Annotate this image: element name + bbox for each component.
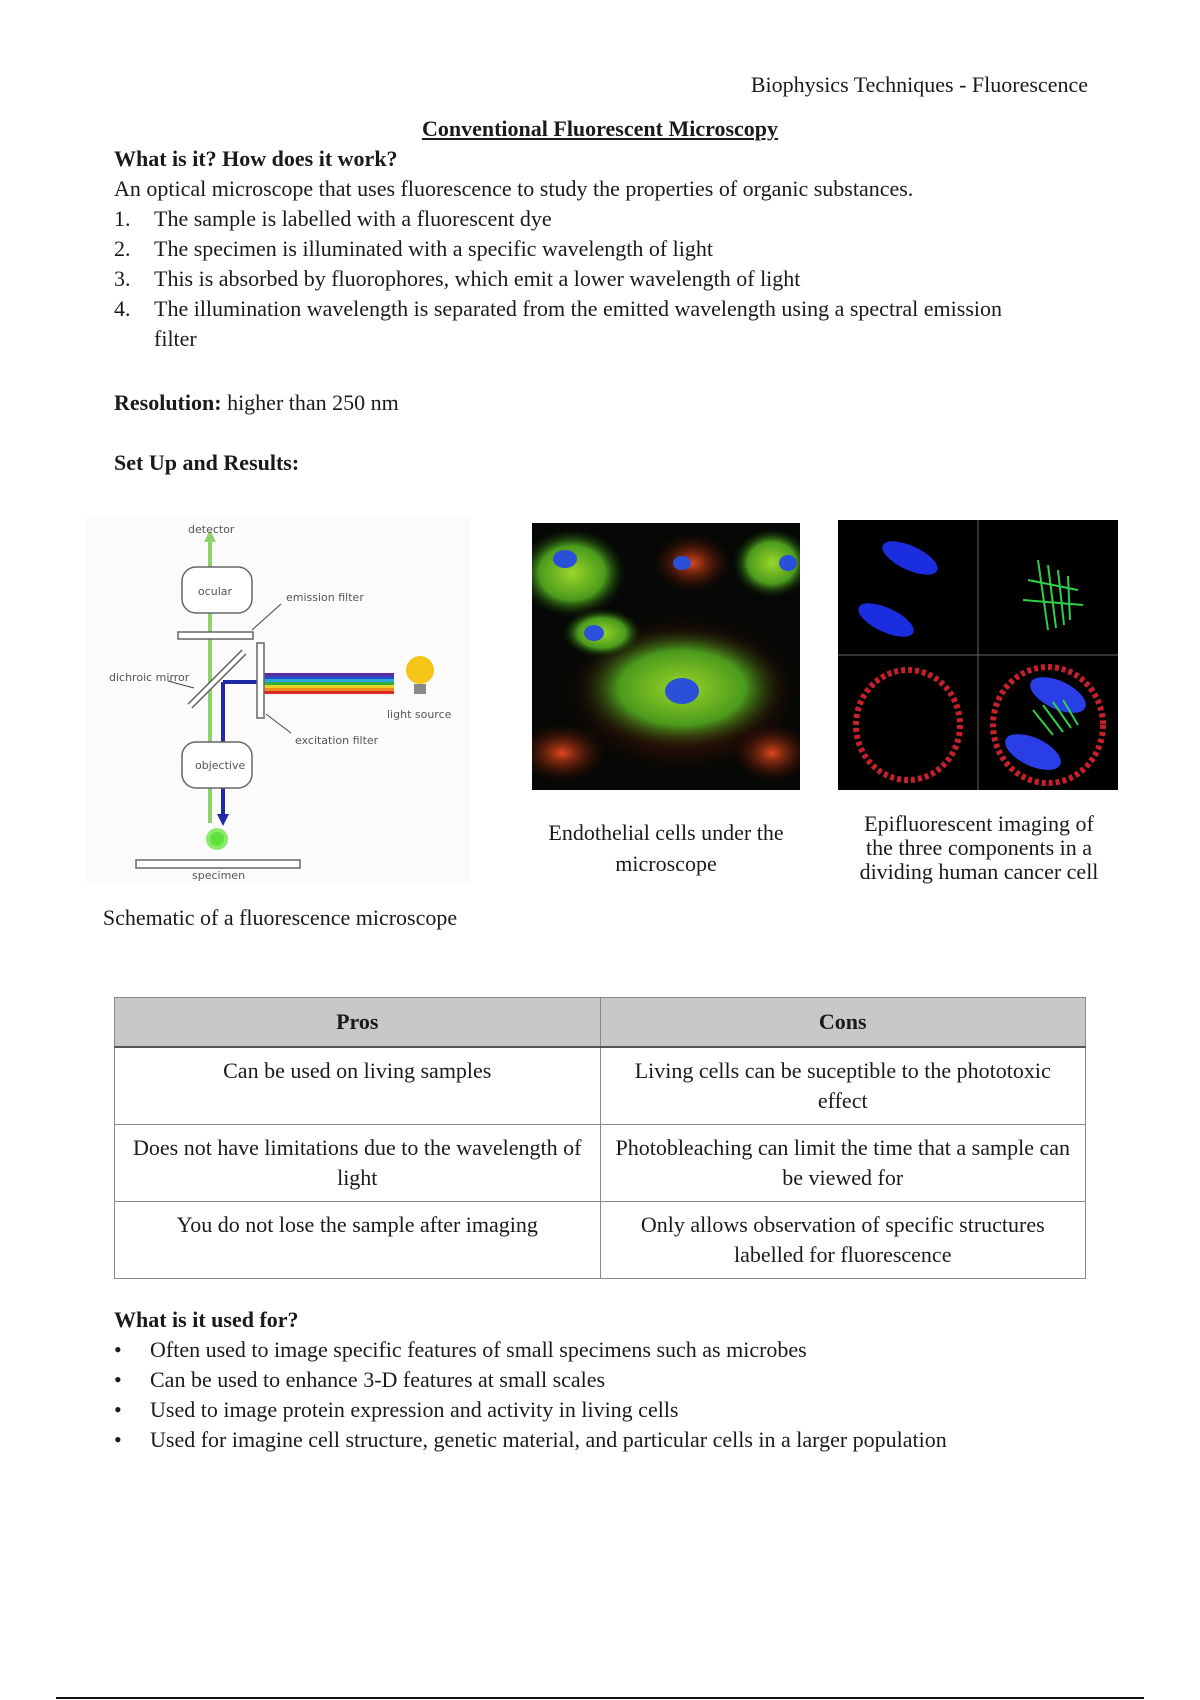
endothelial-caption: Endothelial cells under the microscope	[548, 820, 784, 876]
list-item: 2. The specimen is illuminated with a specific wavelength of light	[114, 236, 714, 261]
epifluorescent-picture	[838, 520, 1118, 790]
uses-list	[114, 1335, 1114, 1455]
table-row	[115, 1125, 1086, 1202]
list-item: 1. The sample is labelled with a fluorescent dye	[114, 206, 552, 231]
list-item: 3. This is absorbed by fluorophores, which emit a lower wavelength of light	[114, 266, 801, 291]
cons-cell: Living cells can be suceptible to the phototoxic effect	[600, 1047, 1086, 1125]
table-header-row	[115, 998, 1086, 1048]
intro-heading: What is it? How does it work?	[114, 146, 398, 171]
schematic-diagram	[86, 518, 470, 882]
intro-section	[114, 144, 1014, 354]
microscope-schematic	[86, 518, 470, 882]
endothelial-picture	[532, 523, 800, 790]
course-header: Biophysics Techniques - Fluorescence	[750, 72, 1088, 97]
uses-section	[114, 1305, 1114, 1455]
epifluorescent-caption: Epifluorescent imaging of the three components in a dividing human cancer cell	[859, 811, 1099, 884]
setup-heading: Set Up and Results:	[114, 450, 300, 475]
cons-cell: Photobleaching can limit the time that a sample can be viewed for	[600, 1125, 1086, 1202]
label-excitation-filter: excitation filter	[295, 734, 379, 747]
steps-list	[114, 204, 1014, 354]
label-dichroic-mirror: dichroic mirror	[109, 671, 190, 684]
uses-heading: What is it used for?	[114, 1307, 299, 1332]
pros-cell: You do not lose the sample after imaging	[115, 1202, 601, 1279]
list-item: 4. The illumination wavelength is separated from the emitted wavelength using a spectral emission filter	[114, 296, 1002, 351]
label-ocular: ocular	[198, 585, 233, 598]
list-item: • Used for imagine cell structure, genetic material, and particular cells in a larger population	[114, 1427, 947, 1452]
list-item: • Used to image protein expression and activity in living cells	[114, 1397, 679, 1422]
label-specimen: specimen	[192, 869, 246, 882]
resolution-label: Resolution:	[114, 390, 222, 415]
pros-cons-table	[114, 997, 1086, 1279]
page-bottom-rule	[56, 1697, 1144, 1699]
schematic-caption: Schematic of a fluorescence microscope	[102, 905, 458, 930]
pros-cell: Does not have limitations due to the wavelength of light	[115, 1125, 601, 1202]
label-objective: objective	[195, 759, 246, 772]
table-row	[115, 1047, 1086, 1125]
cons-cell: Only allows observation of specific structures labelled for fluorescence	[600, 1202, 1086, 1279]
page-title: Conventional Fluorescent Microscopy	[421, 116, 779, 141]
list-item: • Can be used to enhance 3-D features at small scales	[114, 1367, 606, 1392]
table-row	[115, 1202, 1086, 1279]
list-item: • Often used to image specific features of small specimens such as microbes	[114, 1337, 807, 1362]
intro-description: An optical microscope that uses fluorescence to study the properties of organic substances.	[114, 176, 914, 201]
endothelial-image	[532, 523, 800, 790]
epifluorescent-image	[838, 520, 1118, 790]
label-emission-filter: emission filter	[286, 591, 364, 604]
cons-header: Cons	[600, 998, 1086, 1048]
label-detector: detector	[188, 523, 235, 536]
resolution-value: higher than 250 nm	[221, 390, 399, 415]
label-light-source: light source	[387, 708, 452, 721]
pros-cell: Can be used on living samples	[115, 1047, 601, 1125]
resolution-line	[114, 388, 1014, 418]
pros-header: Pros	[115, 998, 601, 1048]
